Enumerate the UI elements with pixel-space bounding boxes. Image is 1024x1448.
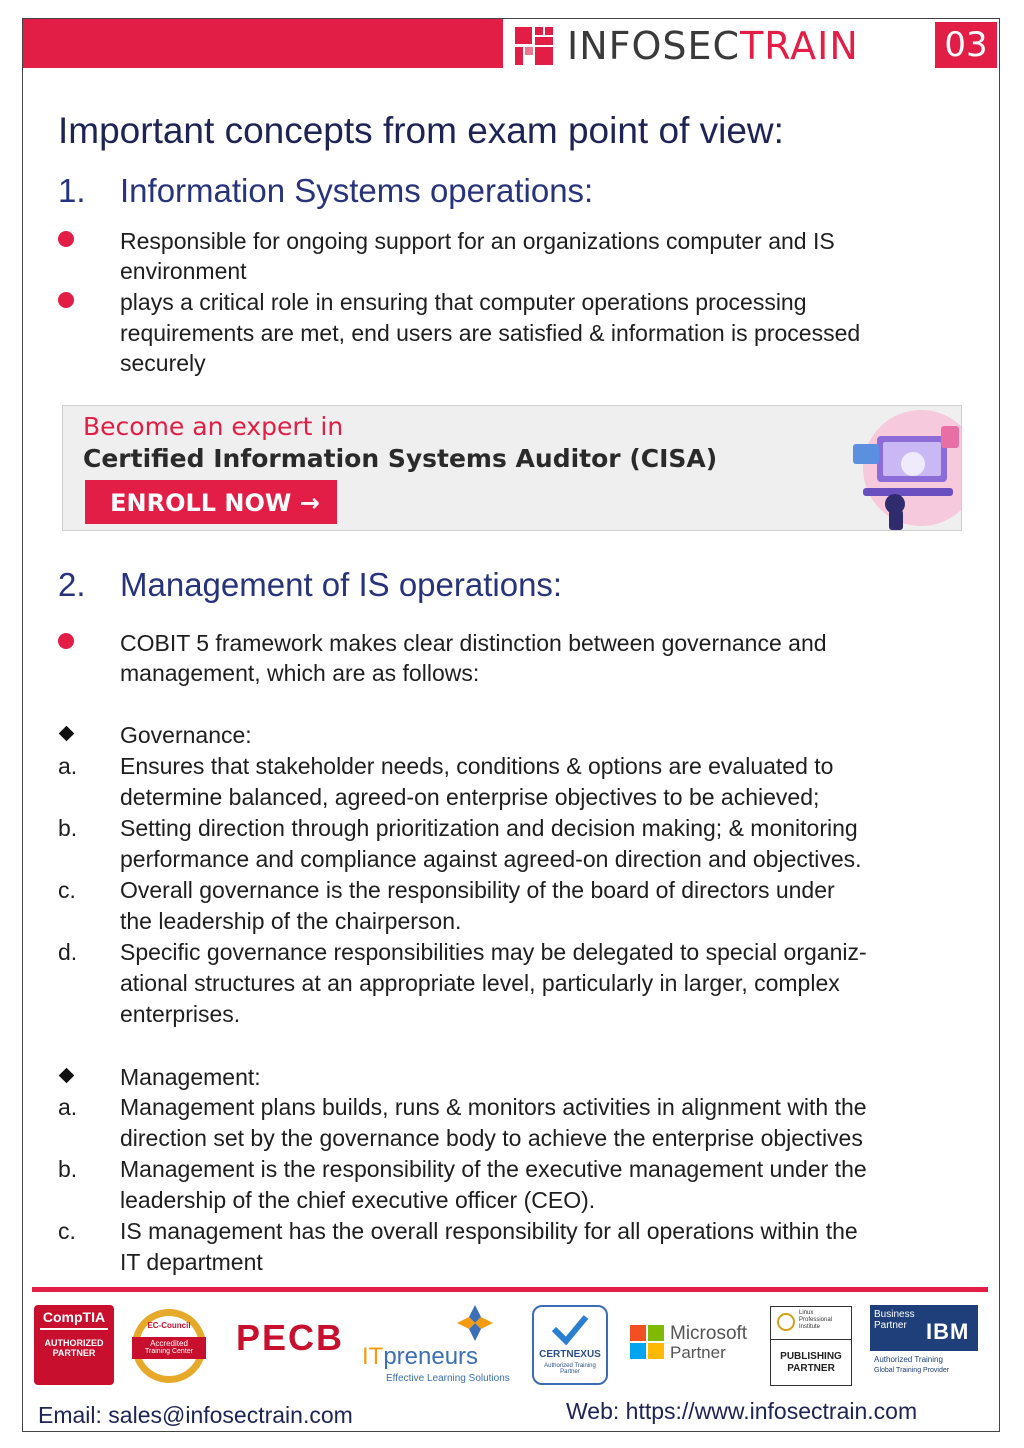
banner-tagline: Become an expert in	[83, 412, 344, 441]
governance-item-c-line-2: the leadership of the chairperson.	[120, 908, 462, 934]
management-item-b-letter: b.	[58, 1156, 78, 1182]
section-1-heading: 1. Information Systems operations:	[58, 172, 594, 209]
section-1-bullet-2-line-3: securely	[120, 350, 206, 376]
governance-item-c-letter: c.	[58, 877, 76, 903]
governance-item-a-line-2: determine balanced, agreed-on enterprise objectives to be achieved;	[120, 784, 820, 810]
section-2-intro-line-1: COBIT 5 framework makes clear distinction between governance and	[120, 630, 827, 656]
bullet-icon	[58, 633, 74, 649]
management-item-a-line-2: direction set by the governance body to achieve the enterprise objectives	[120, 1125, 863, 1151]
governance-item-d-letter: d.	[58, 939, 78, 965]
management-item-b-line-2: leadership of the chief executive officer (CEO).	[120, 1187, 596, 1213]
microsoft-partner-logo: Microsoft Partner	[630, 1323, 760, 1363]
management-label: Management:	[120, 1064, 261, 1090]
section-1-bullet-1-line-2: environment	[120, 258, 247, 284]
governance-item-d-line-1: Specific governance responsibilities may be delegated to special organiz-	[120, 939, 867, 965]
management-item-c-line-2: IT department	[120, 1249, 263, 1275]
cisa-promo-banner[interactable]	[62, 405, 962, 531]
governance-label: Governance:	[120, 722, 252, 748]
infosectrain-logo	[515, 26, 859, 66]
governance-item-b-line-1: Setting direction through prioritization and decision making; & monitoring	[120, 815, 858, 841]
footer-divider	[32, 1287, 988, 1292]
header-accent-bar	[23, 19, 503, 68]
management-item-b-line-1: Management is the responsibility of the executive management under the	[120, 1156, 867, 1182]
logo-text: INFOSECTRAIN	[567, 24, 859, 68]
certnexus-logo: CERTNEXUS Authorized Training Partner	[532, 1305, 608, 1385]
footer-email-link[interactable]: Email: sales@infosectrain.com	[38, 1402, 353, 1428]
ibm-business-partner-logo: Business Partner IBM Authorized Training Global Training Provider	[870, 1305, 980, 1387]
footer-website-link[interactable]: Web: https://www.infosectrain.com	[566, 1398, 918, 1424]
partner-logos	[32, 1303, 988, 1389]
governance-item-d-line-3: enterprises.	[120, 1001, 241, 1027]
governance-item-a-letter: a.	[58, 753, 78, 779]
management-item-a-letter: a.	[58, 1094, 78, 1120]
governance-item-d-line-2: ational structures at an appropriate level, particularly in larger, complex	[120, 970, 840, 996]
section-2-intro-line-2: management, which are as follows:	[120, 660, 480, 686]
section-1-bullet-1-line-1: Responsible for ongoing support for an organizations computer and IS	[120, 228, 835, 254]
ec-council-logo: EC-Council Accredited Training Center	[122, 1307, 216, 1385]
lpi-publishing-partner-logo: Linux Professional Institute PUBLISHING PARTNER	[770, 1306, 852, 1386]
logo-grid-icon	[515, 27, 553, 65]
learning-illustration-icon	[833, 406, 962, 531]
page-number: 03	[935, 22, 997, 68]
section-1-bullet-2-line-1: plays a critical role in ensuring that computer operations processing	[120, 289, 807, 315]
governance-item-c-line-1: Overall governance is the responsibility of the board of directors under	[120, 877, 835, 903]
itpreneurs-logo: ITpreneurs Effective Learning Solutions	[362, 1305, 512, 1387]
management-item-c-letter: c.	[58, 1218, 76, 1244]
management-item-a-line-1: Management plans builds, runs & monitors activities in alignment with the	[120, 1094, 867, 1120]
enroll-now-button[interactable]: ENROLL NOW →	[85, 480, 337, 524]
section-2-heading: 2. Management of IS operations:	[58, 566, 563, 603]
governance-item-b-letter: b.	[58, 815, 78, 841]
comptia-partner-logo: CompTIA AUTHORIZED PARTNER	[34, 1305, 114, 1385]
management-item-c-line-1: IS management has the overall responsibility for all operations within the	[120, 1218, 858, 1244]
section-1-bullet-2-line-2: requirements are met, end users are satisfied & information is processed	[120, 320, 861, 346]
pecb-logo: PECB	[236, 1317, 345, 1358]
bullet-icon	[58, 231, 74, 247]
banner-course-title: Certified Information Systems Auditor (CISA)	[83, 444, 718, 473]
governance-item-b-line-2: performance and compliance against agreed-on direction and objectives.	[120, 846, 862, 872]
page-title: Important concepts from exam point of view:	[58, 110, 784, 151]
bullet-icon	[58, 292, 74, 308]
governance-item-a-line-1: Ensures that stakeholder needs, conditions & options are evaluated to	[120, 753, 834, 779]
